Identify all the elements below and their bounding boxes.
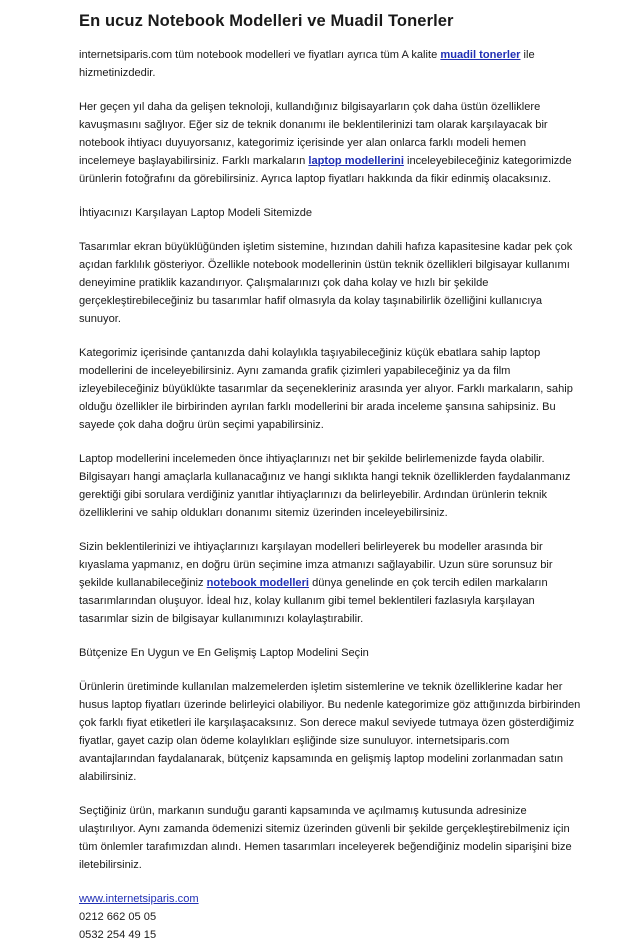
text-span: inceleyebileceğiniz kategorimizde ürünlerin fotoğrafını da görebilirsiniz. Ayrıca laptop fiyatları hakkında da fikir edinmiş olacaksınız.	[79, 155, 572, 185]
text-span: Sizin beklentilerinizi ve ihtiyaçlarınızı karşılayan modelleri belirleyerek bu modeller arasında bir kıyaslama yapmanız, en doğru ürün seçimine imza atmanızı sağlayabilir. Uzun süre sorunsuz bir şekilde kullanabileceğiniz	[79, 541, 553, 589]
pricing-paragraph: Ürünlerin üretiminde kullanılan malzemelerden işletim sistemlerine ve teknik özelliklerine kadar her husus laptop fiyatları üzerinde belirleyici olabiliyor. Bu nedenle kategorimize göz attığınızda birbirinden çok farklı fiyat etiketleri ile karşılaşacaksınız. Son derece makul seviyede tutmaya özen gösterdiğimiz fiyatlar, gayet cazip olan ödeme kolaylıkları eşliğinde size sunuluyor. internetsiparis.com avantajlarından faydalanarak, bütçeniz kapsamında en gelişmiş laptop modelini zorlanmadan satın alabilirsiniz.	[79, 681, 581, 783]
website-link[interactable]: www.internetsiparis.com	[79, 893, 199, 905]
text-span: Her geçen yıl daha da gelişen teknoloji, kullandığınız bilgisayarların çok daha üstün özelliklere kavuşmasını sağlıyor. Eğer siz de teknik donanımı ile beklentilerinizi tam olarak karşılayacak bir notebook ihtiyacı duyuyorsanız, kategorimiz içerisinde yer alan onlarca farklı modeli hemen incelemeye başlayabilirsiniz. Farklı markaların	[79, 101, 548, 167]
notebook-modelleri-link[interactable]: notebook modelleri	[206, 577, 309, 589]
page-title: En ucuz Notebook Modelleri ve Muadil Tonerler	[79, 12, 454, 30]
section-heading-needs: İhtiyacınızı Karşılayan Laptop Modeli Sitemizde	[79, 207, 313, 219]
needs-paragraph: Laptop modellerini incelemeden önce ihtiyaçlarınızı net bir şekilde belirlemenizde fayda olabilir. Bilgisayarı hangi amaçlarla kullanacağınız ve hangi sıklıkta hangi teknik özelliklerden faydalanmanız gerektiği gibi sorulara verdiğiniz yanıtlar ihtiyaçlarınızı da belirleyebilir. Ardından ürünlerin teknik özelliklerini ve sahip oldukları donanımı sitemiz üzerinden inceleyebilirsiniz.	[79, 453, 571, 519]
document-body	[79, 46, 582, 944]
technology-paragraph	[79, 98, 582, 188]
phone-2: 0532 254 49 15	[79, 929, 157, 941]
intro-paragraph	[79, 46, 582, 82]
phone-1: 0212 662 05 05	[79, 911, 157, 923]
contact-block	[79, 890, 582, 944]
section-heading-budget: Bütçenize En Uygun ve En Gelişmiş Laptop Modelini Seçin	[79, 647, 369, 659]
designs-paragraph: Tasarımlar ekran büyüklüğünden işletim sistemine, hızından dahili hafıza kapasitesine kadar pek çok açıdan farklılık gösteriyor. Özellikle notebook modellerinin üstün teknik özellikleri bilgisayar kullanımı deneyimine pratiklik kazandırıyor. Çalışmalarınızı çok daha kolay ve hızlı bir şekilde gerçekleştirebileceğiniz bu tasarımlar hafif olmasıyla da kolay taşınabilirlik özelliğini kullanıcıya sunuyor.	[79, 241, 573, 325]
muadil-tonerler-link[interactable]: muadil tonerler	[440, 49, 521, 61]
warranty-paragraph: Seçtiğiniz ürün, markanın sunduğu garanti kapsamında ve açılmamış kutusunda adresinize ulaştırılıyor. Aynı zamanda ödemenizi sitemiz üzerinden güvenli bir şekilde gerçekleştirebilmeniz için tüm önlemler tarafımızdan alındı. Hemen tasarımları inceleyerek beğendiğiniz modelin siparişini bize iletebilirsiniz.	[79, 805, 572, 871]
text-span: dünya genelinde en çok tercih edilen markaların tasarımlarından oluşuyor. İdeal hız, kolay kullanım gibi temel beklentileri fazlasıyla karşılayan tasarımlar sizin de bilgisayar kullanımınızı kolaylaştırabilir.	[79, 577, 548, 625]
comparison-paragraph	[79, 538, 582, 628]
text-span: ile hizmetinizdedir.	[79, 49, 535, 79]
text-span: internetsiparis.com tüm notebook modelleri ve fiyatları ayrıca tüm A kalite	[79, 49, 441, 61]
laptop-modellerini-link[interactable]: laptop modellerini	[308, 155, 404, 167]
category-paragraph: Kategorimiz içerisinde çantanızda dahi kolaylıkla taşıyabileceğiniz küçük ebatlara sahip laptop modellerini de inceleyebilirsiniz. Aynı zamanda grafik çizimleri yapabileceğiniz ya da film izleyebileceğiniz büyüklükte tasarımlar da seçenekleriniz arasında yer alıyor. Farklı markaların, sahip olduğu özellikler ile birbirinden ayrılan farklı modellerini bir arada inceleme şansına sahipsiniz. Bu sayede çok daha doğru ürün seçimi yapabilirsiniz.	[79, 347, 573, 431]
